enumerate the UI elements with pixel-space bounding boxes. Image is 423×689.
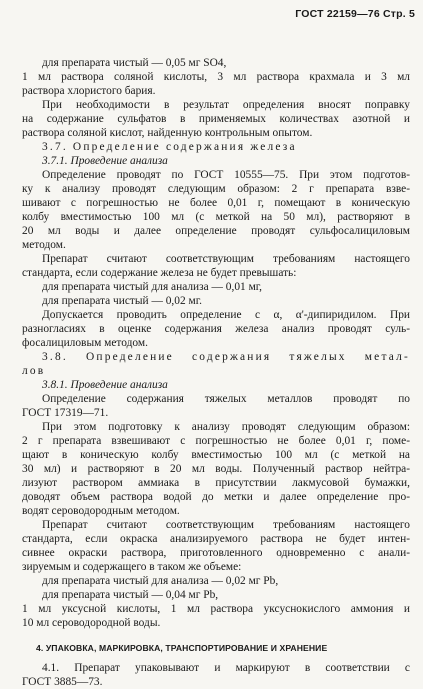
text-line: для препарата чистый — 0,04 мг Pb, [42,589,219,601]
text-line: доводят объем раствора водой до метки и далее определение про- [22,491,410,503]
text-line: щают в коническую колбу вместимостью 100 мл (с меткой на [22,449,410,461]
page-header: ГОСТ 22159—76 Стр. 5 [295,8,415,20]
text-line: для препарата чистый для анализа — 0,02 мг Pb, [42,575,279,587]
text-line: 20 мл воды и далее определение проводят сульфосалициловым [22,225,410,237]
text-line: разногласиях в оценке содержания железа анализ проводят суль- [22,323,410,335]
text-line: методом. [22,239,66,251]
text-line: лизуют раствором аммиака в присутствии лакмусовой бумажки, [22,477,410,489]
text-line: для препарата чистый для анализа — 0,01 мг, [42,281,263,293]
text-line: 10 мл сероводородной воды. [22,617,161,629]
text-line: раствора соляной кислот, найденную контрольным опытом. [22,127,313,139]
text-line: на содержание сульфатов в применяемых количествах азотной и [22,113,410,125]
text-line: лов [22,365,46,377]
text-line: ГОСТ 17319—71. [22,407,109,419]
document-body [22,56,410,689]
text-line: 1 мл раствора соляной кислоты, 3 мл раствора крахмала и 3 мл [22,71,410,83]
text-line: 3.7. Определение содержания железа [42,141,297,153]
text-line: Допускается проводить определение с α, α'-дипиридилом. При [42,309,410,321]
text-lines [22,56,410,630]
text-line: Препарат считают соответствующим требованиям настоящего [42,253,410,265]
text-line: для препарата чистый — 0,05 мг SO4, [42,57,227,69]
text-line: 30 мл) и растворяют в 20 мл воды. Полученный раствор нейтра- [22,463,410,475]
text-line: колбу вместимостью 100 мл (с меткой на 50 мл), растворяют в [22,211,410,223]
text-line: 3.7.1. Проведение анализа [42,155,168,167]
text-line: Препарат считают соответствующим требованиям настоящего [42,519,410,531]
text-line: зируемым и содержащего в таком же объеме: [22,561,242,573]
text-line: 3.8.1. Проведение анализа [42,379,168,391]
section-4-text [22,661,410,689]
text-line: Определение содержания тяжелых металлов проводят по [42,393,410,405]
text-line: 3.8. Определение содержания тяжелых метал- [42,351,410,363]
text-line: При необходимости в результат определения вносят поправку [42,99,410,111]
text-line: фосалициловым методом. [22,337,148,349]
text-line: 2 г препарата взвешивают с погрешностью не более 0,01 г, поме- [22,435,410,447]
text-line: При этом подготовку к анализу проводят следующим образом: [42,421,410,433]
text-line: раствора хлористого бария. [22,85,156,97]
section-4-title: 4. УПАКОВКА, МАРКИРОВКА, ТРАНСПОРТИРОВАНИЕ И ХРАНЕНИЕ [36,643,328,653]
text-line: ГОСТ 3885—73. [22,676,103,688]
text-line: шивают с погрешностью не более 0,01 г, помещают в коническую [22,197,410,209]
text-line: стандарта, если окраска анализируемого раствора не будет интен- [22,533,410,545]
text-line: Определение проводят по ГОСТ 10555—75. При этом подготов- [42,169,410,181]
text-line: водят сероводородным методом. [22,505,180,517]
text-line: для препарата чистый — 0,02 мг. [42,295,202,307]
text-line: сивнее окраски раствора, приготовленного одновременно с анали- [22,547,410,559]
text-line: 1 мл уксусной кислоты, 1 мл раствора уксуснокислого аммония и [22,603,410,615]
text-line: стандарта, если содержание железа не будет превышать: [22,267,297,279]
text-line: ку к анализу проводят следующим образом: 2 г препарата взве- [22,183,410,195]
text-line: 4.1. Препарат упаковывают и маркируют в соответствии с [42,662,410,674]
